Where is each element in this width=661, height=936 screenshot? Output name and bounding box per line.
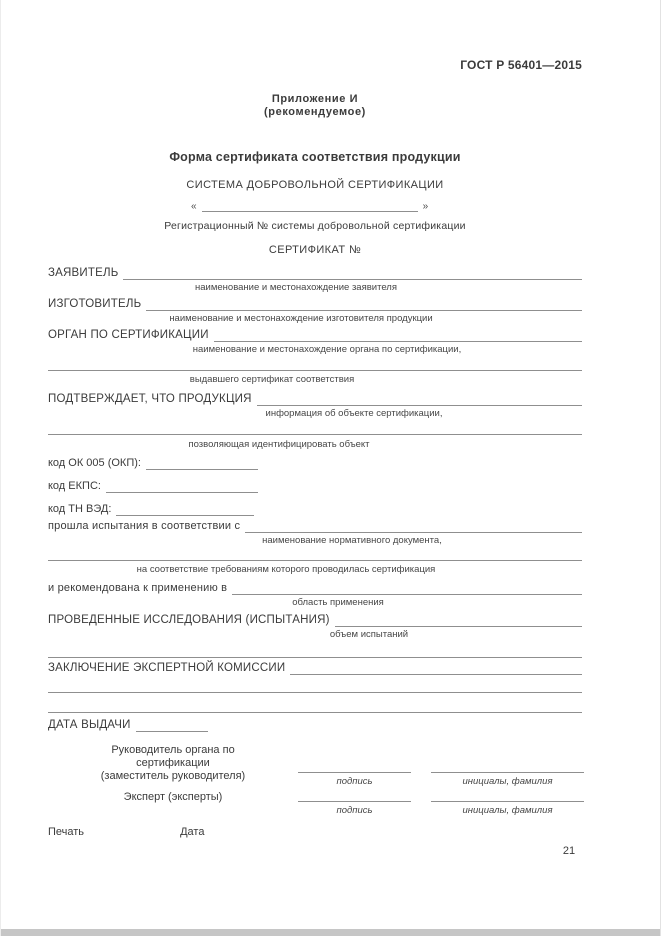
seal-label: Печать xyxy=(48,826,85,838)
applicant-field xyxy=(48,265,582,280)
expert-role: Эксперт (эксперты) xyxy=(123,791,223,803)
tested-cont-line xyxy=(48,560,582,561)
code-okp-field xyxy=(48,455,258,470)
expert-signature-line xyxy=(298,801,411,802)
research-cont-line xyxy=(48,657,582,658)
code-ekps-blank-line xyxy=(106,478,258,493)
issue-date-blank-line xyxy=(136,717,208,732)
recommended-caption: область применения xyxy=(292,597,384,608)
code-okp-blank-line xyxy=(146,455,258,470)
conclusion-field xyxy=(48,660,582,675)
expert-signature-caption: подпись xyxy=(336,805,373,816)
research-caption: объем испытаний xyxy=(329,629,409,640)
confirms-blank-line xyxy=(257,391,582,406)
code-ekps-label: код ЕКПС: xyxy=(48,480,101,492)
head-name-line xyxy=(431,772,584,773)
applicant-caption: наименование и местонахождение заявителя xyxy=(195,282,397,293)
date-label: Дата xyxy=(180,826,205,838)
system-name-blank-line xyxy=(202,197,418,212)
open-quote: « xyxy=(191,201,197,212)
tested-caption: наименование нормативного документа, xyxy=(262,535,442,546)
applicant-blank-line xyxy=(123,265,582,280)
certification-body-caption: наименование и местонахождение органа по сертификации, xyxy=(192,344,462,355)
tested-cont-caption: на соответствие требованиям которого проводилась сертификация xyxy=(136,564,436,575)
applicant-label: ЗАЯВИТЕЛЬ xyxy=(48,267,119,279)
recommended-field xyxy=(48,580,582,595)
conclusion-label: ЗАКЛЮЧЕНИЕ ЭКСПЕРТНОЙ КОМИССИИ xyxy=(48,662,286,674)
confirms-label: ПОДТВЕРЖДАЕТ, ЧТО ПРОДУКЦИЯ xyxy=(48,393,252,405)
code-okp-label: код ОК 005 (ОКП): xyxy=(48,457,141,469)
head-signature-caption: подпись xyxy=(336,776,373,787)
conclusion-cont-line-1 xyxy=(48,692,582,693)
annex-line-1: Приложение И xyxy=(271,93,359,105)
research-blank-line xyxy=(335,612,582,627)
expert-name-caption: инициалы, фамилия xyxy=(462,805,553,816)
issue-date-field xyxy=(48,717,208,732)
head-signature-line xyxy=(298,772,411,773)
head-role xyxy=(73,744,273,783)
annex-heading xyxy=(48,93,582,119)
system-heading: СИСТЕМА ДОБРОВОЛЬНОЙ СЕРТИФИКАЦИИ xyxy=(186,179,444,191)
registration-line: Регистрационный № системы добровольной сертификации xyxy=(164,220,466,232)
system-name-blank xyxy=(191,197,428,212)
code-ekps-field xyxy=(48,478,258,493)
tested-field xyxy=(48,518,582,533)
confirms-cont-line xyxy=(48,434,582,435)
standard-reference: ГОСТ Р 56401—2015 xyxy=(460,58,582,72)
certification-body-blank-line xyxy=(214,327,582,342)
tested-blank-line xyxy=(245,518,582,533)
recommended-label: и рекомендована к применению в xyxy=(48,582,228,594)
conclusion-blank-line xyxy=(290,660,582,675)
certification-body-label: ОРГАН ПО СЕРТИФИКАЦИИ xyxy=(48,329,209,341)
confirms-field xyxy=(48,391,582,406)
confirms-caption: информация об объекте сертификации, xyxy=(265,408,443,419)
issue-date-label: ДАТА ВЫДАЧИ xyxy=(48,719,131,731)
manufacturer-label: ИЗГОТОВИТЕЛЬ xyxy=(48,298,142,310)
research-label: ПРОВЕДЕННЫЕ ИССЛЕДОВАНИЯ (ИСПЫТАНИЯ) xyxy=(48,614,330,626)
manufacturer-field xyxy=(48,296,582,311)
head-role-line-1: Руководитель органа по сертификации xyxy=(111,744,235,769)
page-bottom-edge xyxy=(1,929,660,936)
page-number: 21 xyxy=(562,845,576,857)
code-tnved-label: код ТН ВЭД: xyxy=(48,503,112,515)
head-role-line-2: (заместитель руководителя) xyxy=(100,770,246,782)
research-field xyxy=(48,612,582,627)
conclusion-cont-line-2 xyxy=(48,712,582,713)
certification-body-field xyxy=(48,327,582,342)
annex-line-2: (рекомендуемое) xyxy=(264,106,366,118)
seal-date-row xyxy=(48,826,204,838)
confirms-cont-caption: позволяющая идентифицировать объект xyxy=(188,439,370,450)
certificate-number-line: СЕРТИФИКАТ № xyxy=(268,244,362,256)
head-name-caption: инициалы, фамилия xyxy=(462,776,553,787)
recommended-blank-line xyxy=(232,580,582,595)
manufacturer-blank-line xyxy=(146,296,582,311)
manufacturer-caption: наименование и местонахождение изготовителя продукции xyxy=(169,313,433,324)
code-tnved-blank-line xyxy=(116,501,254,516)
document-title: Форма сертификата соответствия продукции xyxy=(169,150,461,164)
certification-body-cont-line xyxy=(48,370,582,371)
expert-name-line xyxy=(431,801,584,802)
code-tnved-field xyxy=(48,501,254,516)
tested-label: прошла испытания в соответствии с xyxy=(48,520,241,532)
certification-body-cont-caption: выдавшего сертификат соответствия xyxy=(189,374,355,385)
close-quote: » xyxy=(422,201,429,212)
